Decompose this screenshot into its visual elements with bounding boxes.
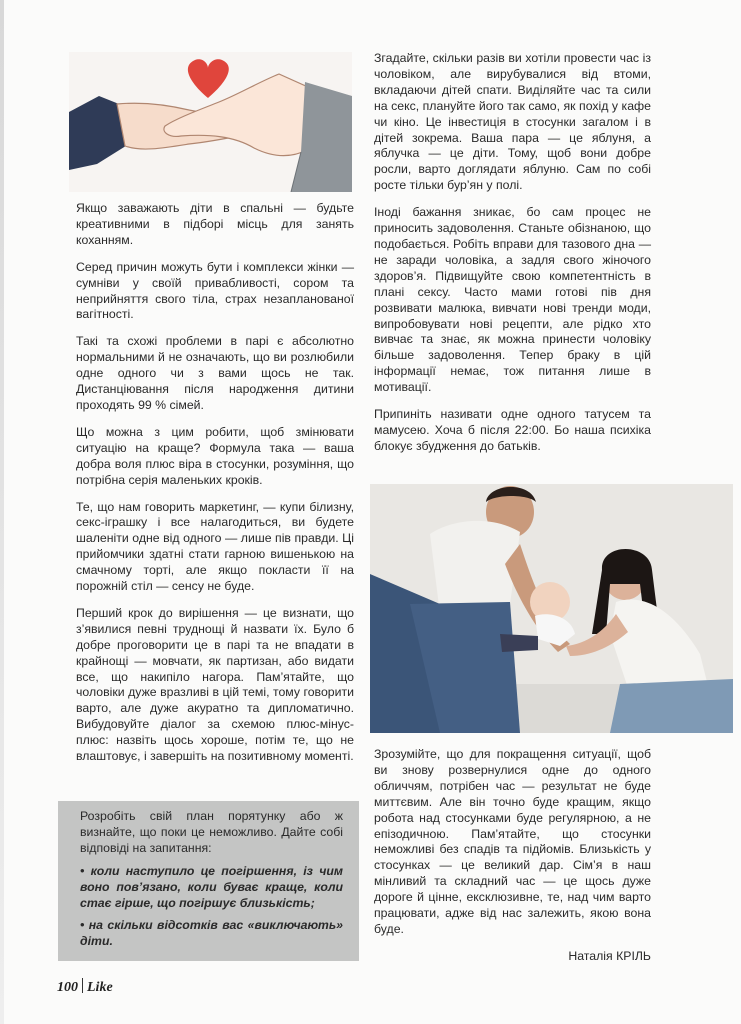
paragraph: Що можна з цим робити, щоб змінювати ситуацію на краще? Формула така — ваша добра воля плюс віра в стосунки, розуміння, що потрібна серія маленьких кроків. (76, 424, 354, 487)
paragraph: Серед причин можуть бути і комплекси жінки — сумніви у своїй привабливості, сором та неприйняття свого тіла, страх незапланованої вагітності. (76, 259, 354, 322)
left-column (76, 201, 354, 776)
action-plan-box (58, 801, 359, 961)
paragraph: Припиніть називати одне одного татусем та мамусею. Хоча б після 22:00. Бо наша психіка блокує збудження до батьків. (374, 407, 651, 453)
right-column-bottom (374, 747, 651, 963)
hands-heart-illustration (69, 52, 352, 192)
box-question: • коли наступило це погіршення, із чим воно пов’язано, коли буває краще, коли стає гірше, що погіршує близькість; (80, 863, 343, 910)
paragraph: Те, що нам говорить маркетинг, — купи білизну, секс-іграшку і все налагодиться, ви будете шаленіти одне від одного — лише пів правди. Ці прийомчики здатні стати гарною вишенькою на смачному торті, але якщо покласти її на порожній стіл — сенсу не буде. (76, 499, 354, 594)
paragraph: Якщо заважають діти в спальні — будьте креативними в підборі місць для занять коханням. (76, 201, 354, 247)
paragraph: Перший крок до вирішення — це визнати, що з’явилися певні труднощі й назвати їх. Було б добре проговорити це в парі та не впадати в крайнощі — мовчати, як партизан, або видати все, що накипіло нагора. Пам’ятайте, що чоловіки дуже вразливі в цій темі, тому говорити варто, але дуже акуратно та дипломатично. Вибудовуйте діалог за схемою плюс-мінус-плюс: назвіть щось хороше, потім те, що не влаштовує, і завершіть на позитивному моменті. (76, 605, 354, 764)
paragraph: Згадайте, скільки разів ви хотіли провести час із чоловіком, але вирубувалися від втоми, вкладаючи дітей спати. Виділяйте час та сили на секс, плануйте його так само, як похід у кафе чи кіно. Це інвестиція в стосунки загалом і в дітей зокрема. Ваша пара — це яблуня, а яблучка — це діти. Тому, щоб вони добре росли, варто доглядати яблуню. Сам по собі росте тільки бур’ян у полі. (374, 51, 651, 193)
right-column-top (374, 51, 651, 466)
author-signature: Наталія КРІЛЬ (568, 948, 651, 963)
box-intro: Розробіть свій план порятунку або ж визнайте, що поки це неможливо. Дайте собі відповіді на запитання: (80, 809, 343, 855)
page-edge-shadow (0, 0, 4, 1024)
box-question: • на скільки відсотків вас «виключають» діти. (80, 918, 343, 949)
page-number: 100 (57, 980, 78, 995)
paragraph: Такі та схожі проблеми в парі є абсолютно нормальними й не означають, що ви розлюбили одне одного чи з вами щось не так. Дистанціювання після народження дитини проходять 99 % сімей. (76, 334, 354, 412)
paragraph: Зрозумійте, що для покращення ситуації, щоб ви знову розвернулися одне до одного обличчям, потрібен час — результат не буде миттєвим. Але він точно буде кращим, якщо робота над стосунками буде регулярною, а не епізодичною. Пам’ятайте, що стосунки неможливі без спадів та підйомів. Близькість у стосунках — це великий дар. Сім’я в наш мінливий та складний час — це щось дуже дороге й цінне, ексклюзивне, те, над чим варто працювати, адже від нас залежить, якою вона буде. (374, 747, 651, 936)
family-photo (370, 484, 733, 733)
paragraph: Іноді бажання зникає, бо сам процес не приносить задоволення. Станьте обізнаною, що подобається. Робіть вправи для тазового дна — не заради чоловіка, а задля свого жіночого здоров’я. Підвищуйте свою компетентність в плані сексу. Часто мами готові пів дня розвивати малюка, вивчати нові тренди моди, випробовувати нові рецепти, але рідко хто вивчає та знає, як можна принести чоловіку більше задоволення. Тепер браку в цій інформації немає, тож питання лише в мотивації. (374, 205, 651, 395)
magazine-name: Like (87, 980, 113, 995)
footer-divider (82, 978, 83, 993)
page-footer (57, 978, 113, 996)
